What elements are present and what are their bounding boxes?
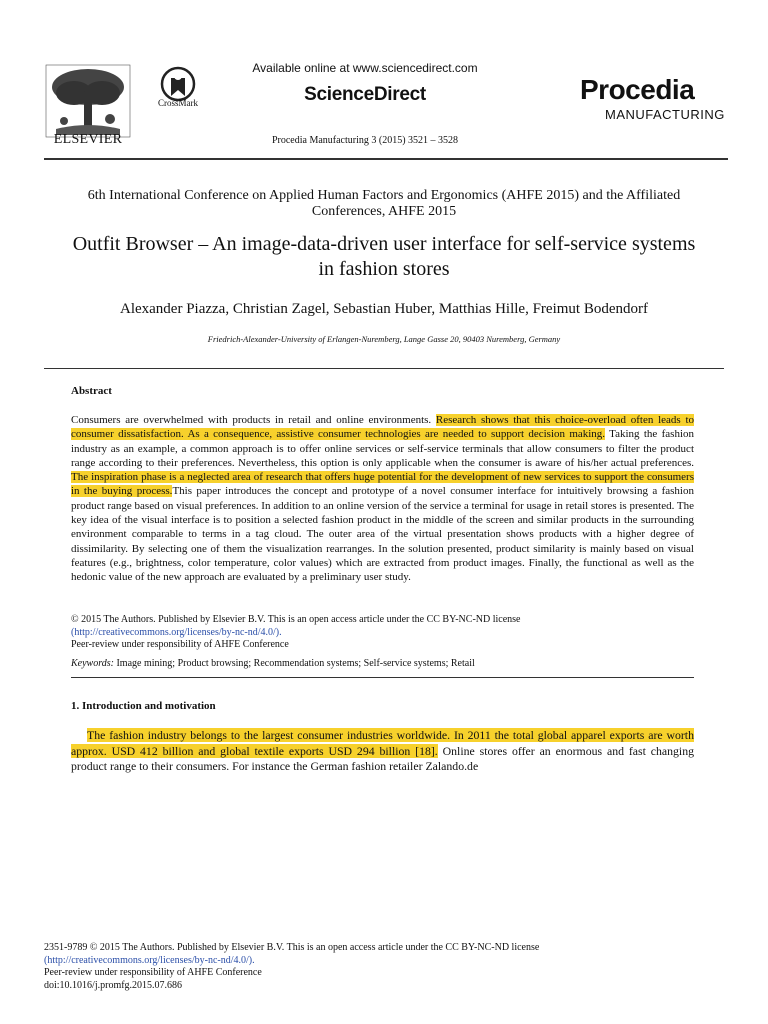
copyright-line: © 2015 The Authors. Published by Elsevier B.V. This is an open access article under the CC BY-NC-ND license xyxy=(71,614,521,625)
keywords-line xyxy=(71,658,694,669)
highlighted-passage: Research shows that this choice-overload often leads to consumer dissatisfaction. As a consequence, assistive consumer technologies are needed to support decision making. xyxy=(71,414,695,441)
publisher-wordmark: ELSEVIER xyxy=(53,132,123,147)
abstract-segment: Consumers are overwhelmed with products in retail and online environments. xyxy=(71,414,436,426)
journal-reference: Procedia Manufacturing 3 (2015) 3521 – 3528 xyxy=(271,135,459,146)
procedia-logo: Procedia xyxy=(580,74,695,105)
highlighted-passage: The inspiration phase is a neglected area of research that offers huge potential for the development of new services to support the consumers in the buying process. xyxy=(71,471,694,498)
license-link[interactable]: (http://creativecommons.org/licenses/by-nc-nd/4.0/). xyxy=(71,626,282,638)
conference-name: 6th International Conference on Applied Human Factors and Ergonomics (AHFE 2015) and the Affiliated Conferences, AHFE 2015 xyxy=(87,188,681,219)
abstract-segment: This paper introduces the concept and prototype of a novel consumer interface for intuitively browsing a fashion product range based on visual preferences. In addition to an online version of the service a terminal for usage in retail stores is presented. The key idea of the visual interface is to position a selected fashion product in the middle of the screen and similar products in the surrounding environment comparable to terms in a tag cloud. The outer area of the virtual presentation shows products with a higher degree of dissimilarity. By selecting one of them the visualization rearranges. In the solution presented, product similarity is mainly based on visual features (e.g., brightness, color temperature, color values) which are extracted from product images. Finally, the functional as well as the hedonic value of the new approach are evaluated by a preliminary user study. xyxy=(71,485,694,584)
peer-review-note: Peer-review under responsibility of AHFE Conference xyxy=(71,639,289,650)
abstract-heading: Abstract xyxy=(71,385,112,397)
copyright-block xyxy=(71,614,694,652)
highlighted-passage: The fashion industry belongs to the largest consumer industries worldwide. In 2011 the total global apparel exports are worth approx. USD 412 billion and global textile exports USD 294 billion [18]. xyxy=(71,728,694,758)
doi[interactable]: doi:10.1016/j.promfg.2015.07.686 xyxy=(44,979,183,991)
sciencedirect-logo[interactable]: ScienceDirect xyxy=(304,84,426,105)
section-heading: 1. Introduction and motivation xyxy=(71,700,216,712)
abstract-bottom-divider xyxy=(71,677,694,678)
paper-title: Outfit Browser – An image-data-driven user interface for self-service systems in fashion stores xyxy=(72,233,696,280)
crossmark-label: CrossMark xyxy=(158,98,198,108)
abstract-top-divider xyxy=(44,368,724,369)
page-footer xyxy=(44,942,724,992)
header-divider xyxy=(44,158,728,160)
author-list: Alexander Piazza, Christian Zagel, Sebastian Huber, Matthias Hille, Freimut Bodendorf xyxy=(119,301,648,317)
abstract-body xyxy=(71,413,694,585)
footer-peer-review: Peer-review under responsibility of AHFE Conference xyxy=(44,967,262,978)
available-online-text: Available online at www.sciencedirect.com xyxy=(252,61,478,75)
keywords-list: Image mining; Product browsing; Recommendation systems; Self-service systems; Retail xyxy=(113,658,475,669)
abstract-segment: Taking the fashion industry as an example, a common approach is to offer online services or self-service terminals that allow consumers to filter the product range according to their preferences. Nevertheless, this option is only applicable when the consumer is aware of his/her actual preferences. xyxy=(71,428,694,469)
keywords-label: Keywords: xyxy=(71,658,114,669)
intro-paragraph xyxy=(71,728,694,775)
author-affiliation: Friedrich-Alexander-University of Erlangen-Nuremberg, Lange Gasse 20, 90403 Nuremberg, Germany xyxy=(207,334,561,344)
procedia-logo-subtitle: MANUFACTURING xyxy=(605,107,725,122)
intro-segment: Online stores offer an enormous and fast changing product range to their consumers. For instance the German fashion retailer Zalando.de xyxy=(71,743,694,773)
footer-license-link[interactable]: (http://creativecommons.org/licenses/by-nc-nd/4.0/). xyxy=(44,954,255,966)
issn-line: 2351-9789 © 2015 The Authors. Published by Elsevier B.V. This is an open access article under the CC BY-NC-ND license xyxy=(44,942,540,953)
